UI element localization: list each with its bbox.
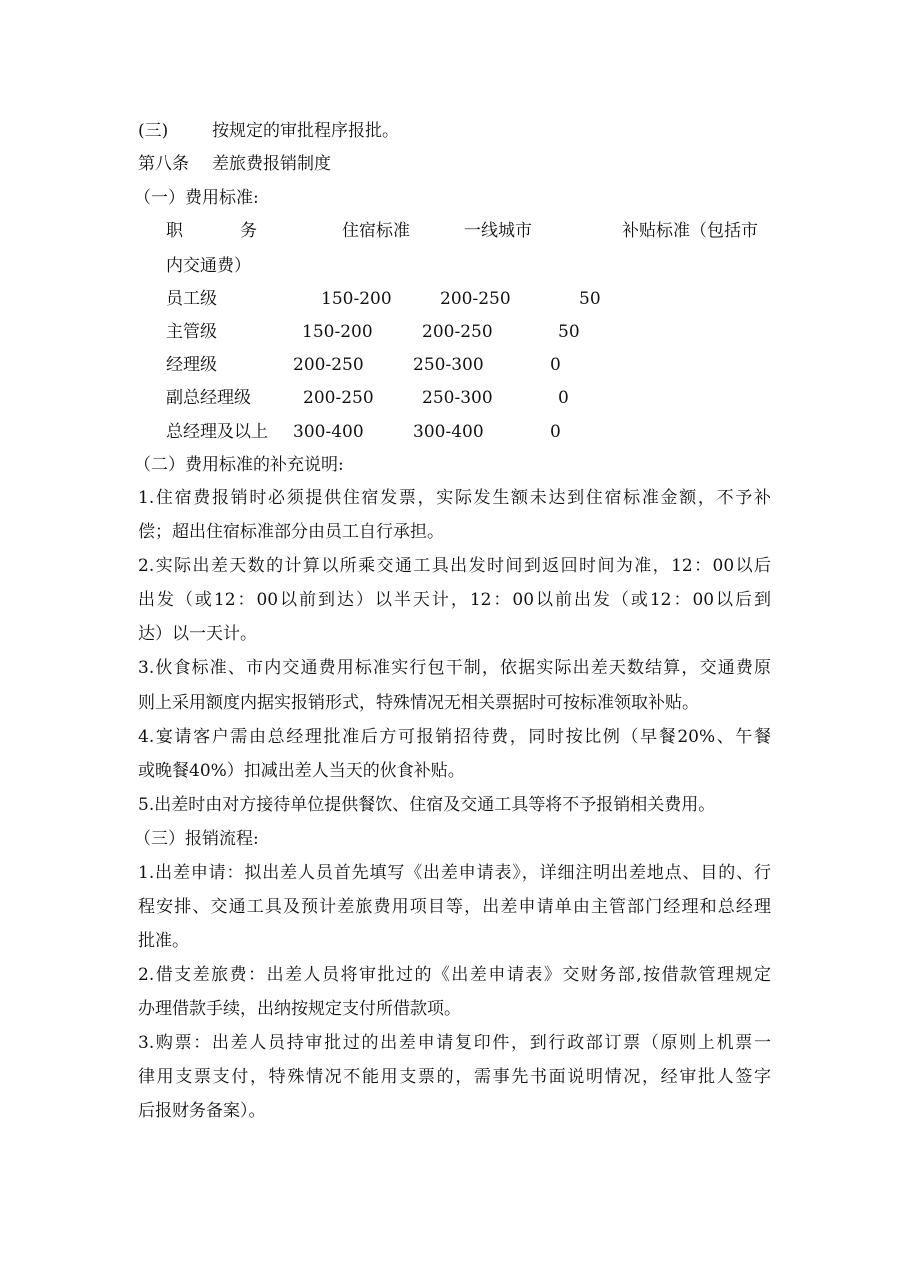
- table-row-role: 员工级: [166, 289, 217, 309]
- header-city: 一线城市: [464, 221, 532, 241]
- note-3-line-1: 3.伙食标准、市内交通费用标准实行包干制，依据实际出差天数结算，交通费原: [138, 658, 771, 678]
- table-row-subsidy: 0: [558, 388, 569, 408]
- note-4-line-2: 或晚餐40%）扣减出差人当天的伙食补贴。: [138, 761, 465, 781]
- header-lodging: 住宿标准: [342, 221, 410, 241]
- note-5-line-1: 5.出差时由对方接待单位提供餐饮、住宿及交通工具等将不予报销相关费用。: [138, 795, 716, 815]
- table-row-subsidy: 50: [558, 322, 580, 342]
- note-2-line-1: 2.实际出差天数的计算以所乘交通工具出发时间到返回时间为准，12：00以后: [138, 556, 771, 576]
- table-row-role: 总经理及以上: [166, 422, 268, 442]
- note-3-line-2: 则上采用额度内据实报销形式，特殊情况无相关票据时可按标准领取补贴。: [138, 693, 699, 713]
- article8-title: 差旅费报销制度: [212, 154, 331, 174]
- table-row-role: 经理级: [166, 355, 217, 375]
- note-2-line-2: 出发（或12：00以前到达）以半天计，12：00以前出发（或12：00以后到: [138, 590, 771, 610]
- table-row-role: 主管级: [166, 322, 217, 342]
- table-row-city: 250-300: [422, 388, 493, 408]
- header-role-b: 务: [240, 221, 257, 241]
- table-row-lodging: 200-250: [303, 388, 374, 408]
- note-2-line-3: 达）以一天计。: [138, 624, 257, 644]
- item3-text: 按规定的审批程序报批。: [212, 121, 399, 141]
- table-row-lodging: 150-200: [302, 322, 373, 342]
- header-role-a: 职: [166, 221, 183, 241]
- article8-number: 第八条: [138, 154, 189, 174]
- table-row-lodging: 150-200: [321, 289, 392, 309]
- process-1-line-2: 程安排、交通工具及预计差旅费用项目等，出差申请单由主管部门经理和总经理: [138, 897, 771, 917]
- process-3-line-3: 后报财务备案）。: [138, 1101, 266, 1121]
- process-1-line-3: 批准。: [138, 931, 189, 951]
- process-2-line-1: 2.借支差旅费：出差人员将审批过的《出差申请表》交财务部,按借款管理规定: [138, 965, 771, 985]
- section2-title: （二）费用标准的补充说明:: [134, 455, 344, 475]
- note-1-line-1: 1.住宿费报销时必须提供住宿发票，实际发生额未达到住宿标准金额，不予补: [138, 488, 771, 508]
- table-row-lodging: 200-250: [293, 355, 364, 375]
- header-subsidy-cont: 内交通费）: [166, 256, 251, 276]
- section1-title: （一）费用标准:: [134, 188, 259, 208]
- section3-title: （三）报销流程:: [134, 829, 259, 849]
- process-1-line-1: 1.出差申请：拟出差人员首先填写《出差申请表》，详细注明出差地点、目的、行: [138, 863, 771, 883]
- table-row-city: 200-250: [422, 322, 493, 342]
- item3-prefix: (三): [138, 121, 169, 141]
- process-3-line-2: 律用支票支付，特殊情况不能用支票的，需事先书面说明情况，经审批人签字: [138, 1067, 771, 1087]
- table-row-subsidy: 0: [550, 355, 561, 375]
- table-row-role: 副总经理级: [166, 388, 251, 408]
- note-4-line-1: 4.宴请客户需由总经理批准后方可报销招待费，同时按比例（早餐20%、午餐: [138, 727, 771, 747]
- table-row-city: 200-250: [440, 289, 511, 309]
- header-subsidy: 补贴标准（包括市: [622, 221, 758, 241]
- process-3-line-1: 3.购票：出差人员持审批过的出差申请复印件，到行政部订票（原则上机票一: [138, 1033, 771, 1053]
- table-row-subsidy: 0: [550, 422, 561, 442]
- table-row-city: 300-400: [413, 422, 484, 442]
- note-1-line-2: 偿；超出住宿标准部分由员工自行承担。: [138, 522, 444, 542]
- table-row-lodging: 300-400: [293, 422, 364, 442]
- process-2-line-2: 办理借款手续，出纳按规定支付所借款项。: [138, 999, 461, 1019]
- table-row-city: 250-300: [413, 355, 484, 375]
- table-row-subsidy: 50: [579, 289, 601, 309]
